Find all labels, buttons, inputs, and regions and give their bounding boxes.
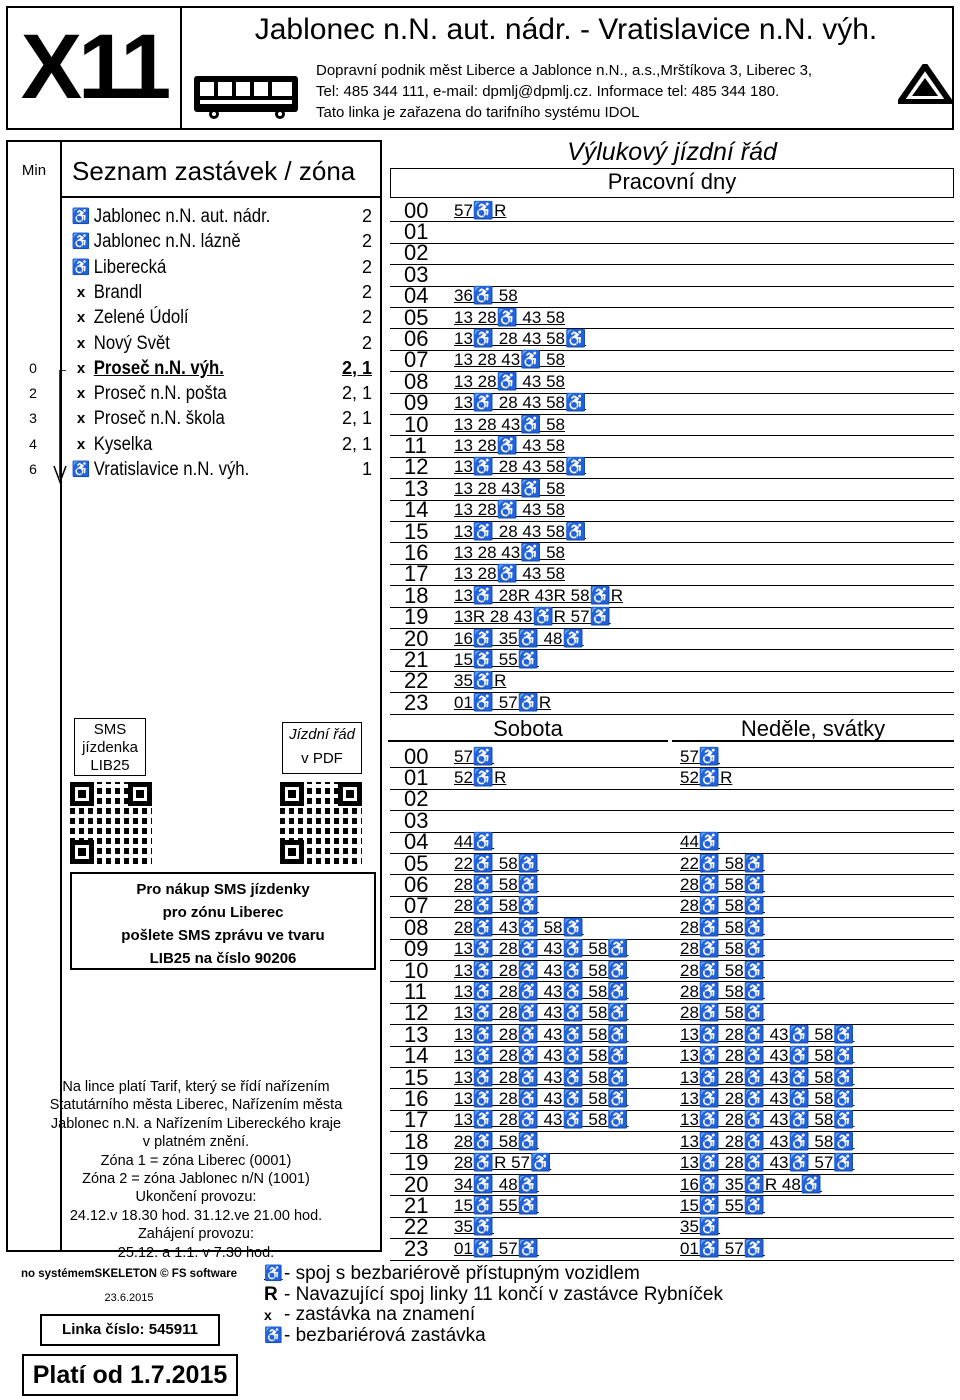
hour-label: 18 — [404, 1128, 429, 1154]
sms-info-line: LIB25 na číslo 90206 — [149, 950, 297, 967]
wheelchair-icon: ♿ — [71, 258, 91, 276]
weekend-hour-row — [390, 872, 954, 898]
sunday-minutes: 52♿R — [680, 768, 733, 788]
sunday-minutes: 28♿ 58♿ — [680, 896, 765, 916]
hour-label: 01 — [404, 219, 429, 245]
departure-minutes: 57♿R — [454, 200, 507, 220]
valid-from: Platí od 1.7.2015 — [22, 1354, 238, 1396]
stops-title-rule — [62, 196, 382, 198]
weekday-hour-row — [390, 625, 954, 651]
row-divider — [390, 714, 954, 715]
weekend-hour-row — [390, 979, 954, 1005]
stop-name: Kyselka — [93, 433, 153, 455]
departure-minutes: 13 28 43♿ 58 — [454, 478, 565, 498]
weekend-hour-row — [390, 829, 954, 855]
departure-minutes: 15♿ 55♿ — [454, 650, 539, 670]
weekday-hour-row — [390, 540, 954, 566]
stop-name: Proseč n.N. škola — [93, 408, 225, 430]
operator-line: Dopravní podnik měst Liberce a Jablonce n.N., a.s.,Mrštíkova 3, Liberec 3, — [316, 62, 813, 79]
weekday-hour-row — [390, 561, 954, 587]
sunday-minutes: 13♿ 28♿ 43♿ 58♿ — [680, 1067, 855, 1087]
stop-row — [70, 204, 376, 229]
hour-label: 00 — [404, 197, 429, 223]
weekend-hour-row — [390, 1150, 954, 1176]
hour-label: 23 — [404, 689, 429, 715]
stop-name: Proseč n.N. výh. — [93, 357, 224, 379]
hour-label: 14 — [404, 1043, 429, 1069]
saturday-minutes: 44♿ — [454, 832, 495, 852]
stop-row — [70, 406, 376, 431]
hour-label: 21 — [404, 1193, 429, 1219]
weekday-hour-row — [390, 347, 954, 373]
weekend-hour-row — [390, 1043, 954, 1069]
saturday-minutes: 28♿ 58♿ — [454, 896, 539, 916]
saturday-minutes: 52♿R — [454, 768, 507, 788]
sunday-minutes: 57♿ — [680, 746, 721, 766]
sunday-minutes: 22♿ 58♿ — [680, 853, 765, 873]
operator-line: Tato linka je zařazena do tarifního systému IDOL — [316, 104, 640, 121]
weekday-hour-row — [390, 197, 954, 223]
legend-text: - bezbariérová zastávka — [284, 1324, 486, 1346]
sms-label — [74, 718, 146, 776]
departure-minutes: 13 28♿ 43 58 — [454, 371, 565, 391]
sms-label-line: SMS — [93, 721, 127, 738]
saturday-minutes: 57♿ — [454, 746, 495, 766]
sms-qr-code[interactable] — [70, 782, 152, 864]
saturday-minutes: 13♿ 28♿ 43♿ 58♿ — [454, 1067, 629, 1087]
tariff-text — [10, 1078, 382, 1262]
stop-minutes: 3 — [29, 410, 37, 427]
hour-label: 10 — [404, 957, 429, 983]
direction-arrow-icon — [52, 370, 68, 490]
hour-label: 22 — [404, 1214, 429, 1240]
weekday-hour-row — [390, 368, 954, 394]
weekend-hour-row — [390, 1128, 954, 1154]
legend-symbol: R — [264, 1283, 278, 1305]
sunday-minutes: 16♿ 35♿R 48♿ — [680, 1174, 822, 1194]
stop-name: Vratislavice n.N. výh. — [93, 459, 250, 480]
weekend-hour-row — [390, 1107, 954, 1133]
hour-label: 10 — [404, 411, 429, 437]
weekend-hour-row — [390, 765, 954, 791]
legend-item — [264, 1285, 954, 1306]
legend — [264, 1264, 954, 1346]
hour-label: 03 — [404, 261, 429, 287]
tariff-line: Na lince platí Tarif, který se řídí nařízením — [62, 1079, 330, 1095]
stop-zone: 2, 1 — [341, 408, 372, 429]
saturday-minutes: 13♿ 28♿ 43♿ 58♿ — [454, 939, 629, 959]
saturday-minutes: 13♿ 28♿ 43♿ 58♿ — [454, 1003, 629, 1023]
dpmlj-logo-icon — [898, 64, 952, 104]
hour-label: 11 — [404, 979, 427, 1005]
weekend-hour-row — [390, 786, 954, 812]
departure-minutes: 35♿R — [454, 671, 507, 691]
sunday-minutes: 13♿ 28♿ 43♿ 58♿ — [680, 1024, 855, 1044]
pdf-label-line: v PDF — [301, 750, 343, 767]
pdf-label-line: Jízdní řád — [289, 726, 355, 743]
hour-label: 22 — [404, 668, 429, 694]
departure-minutes: 13♿ 28 43 58♿ — [454, 393, 587, 413]
stop-name: Brandl — [93, 281, 143, 303]
hour-label: 13 — [404, 1021, 429, 1047]
saturday-minutes: 15♿ 55♿ — [454, 1196, 539, 1216]
saturday-minutes: 28♿R 57♿ — [454, 1153, 552, 1173]
departure-minutes: 13 28♿ 43 58 — [454, 436, 565, 456]
hour-label: 08 — [404, 368, 429, 394]
weekday-hour-row — [390, 326, 954, 352]
hour-label: 01 — [404, 765, 429, 791]
timetable-title: Výlukový jízdní řád — [567, 138, 777, 166]
departure-minutes: 01♿ 57♿R — [454, 692, 552, 712]
wheelchair-icon: ♿ — [71, 461, 91, 478]
sms-label-line: jízdenka — [82, 739, 138, 756]
hour-label: 07 — [404, 347, 429, 373]
stop-zone: 2 — [361, 231, 372, 252]
sunday-minutes: 13♿ 28♿ 43♿ 57♿ — [680, 1153, 855, 1173]
weekday-hour-row — [390, 668, 954, 694]
sunday-minutes: 28♿ 58♿ — [680, 960, 765, 980]
hour-label: 02 — [404, 786, 429, 812]
hour-label: 17 — [404, 561, 429, 587]
departure-minutes: 13♿ 28 43 58♿ — [454, 457, 587, 477]
departure-minutes: 13 28♿ 43 58 — [454, 564, 565, 584]
stop-name: Jablonec n.N. aut. nádr. — [93, 206, 271, 227]
saturday-minutes: 13♿ 28♿ 43♿ 58♿ — [454, 1046, 629, 1066]
sunday-minutes: 28♿ 58♿ — [680, 1003, 765, 1023]
hour-label: 04 — [404, 283, 429, 309]
saturday-minutes: 01♿ 57♿ — [454, 1238, 539, 1258]
hour-label: 19 — [404, 1150, 429, 1176]
stop-name: Nový Svět — [93, 332, 170, 354]
hour-label: 14 — [404, 497, 429, 523]
hour-label: 23 — [404, 1235, 429, 1261]
hour-label: 20 — [404, 1171, 429, 1197]
weekend-hour-row — [390, 1171, 954, 1197]
sms-label-line: LIB25 — [90, 757, 130, 774]
weekday-hour-row — [390, 390, 954, 416]
departure-minutes: 13R 28 43♿R 57♿ — [454, 607, 611, 627]
request-stop-icon: x — [76, 359, 86, 377]
weekday-hour-row — [390, 411, 954, 437]
saturday-minutes: 13♿ 28♿ 43♿ 58♿ — [454, 1024, 629, 1044]
sunday-minutes: 13♿ 28♿ 43♿ 58♿ — [680, 1046, 855, 1066]
weekend-hour-row — [390, 1086, 954, 1112]
tariff-line: Jablonec n.N. a Nařízením Libereckého kraje — [50, 1115, 342, 1132]
stop-name: Zelené Údolí — [93, 307, 189, 329]
sunday-minutes: 13♿ 28♿ 43♿ 58♿ — [680, 1110, 855, 1130]
weekend-hour-row — [390, 936, 954, 962]
stop-minutes: 2 — [29, 385, 37, 402]
departure-minutes: 16♿ 35♿ 48♿ — [454, 628, 584, 648]
sunday-minutes: 13♿ 28♿ 43♿ 58♿ — [680, 1131, 855, 1151]
stop-row — [70, 255, 376, 280]
saturday-minutes: 28♿ 43♿ 58♿ — [454, 917, 584, 937]
weekend-hour-row — [390, 807, 954, 833]
departure-minutes: 13 28 43♿ 58 — [454, 543, 565, 563]
tariff-line: v platném znění. — [142, 1134, 250, 1151]
hour-label: 09 — [404, 390, 429, 416]
sunday-minutes: 28♿ 58♿ — [680, 875, 765, 895]
hour-label: 08 — [404, 914, 429, 940]
hour-label: 05 — [404, 850, 429, 876]
saturday-minutes: 13♿ 28♿ 43♿ 58♿ — [454, 1110, 629, 1130]
weekday-hour-row — [390, 518, 954, 544]
weekday-hour-row — [390, 604, 954, 630]
hour-label: 15 — [404, 518, 429, 544]
weekday-hour-row — [390, 304, 954, 330]
departure-minutes: 36♿ 58 — [454, 286, 518, 306]
min-label: Min — [21, 162, 47, 179]
stop-zone: 2 — [361, 307, 372, 328]
weekend-hour-row — [390, 1021, 954, 1047]
print-date: 23.6.2015 — [104, 1292, 154, 1304]
saturday-minutes: 13♿ 28♿ 43♿ 58♿ — [454, 1089, 629, 1109]
hour-label: 06 — [404, 326, 429, 352]
weekday-hour-row — [390, 689, 954, 715]
stop-minutes: 6 — [29, 461, 37, 477]
hour-label: 12 — [404, 1000, 429, 1026]
saturday-title: Sobota — [388, 716, 668, 742]
weekend-hour-row — [390, 1214, 954, 1240]
hour-label: 06 — [404, 872, 429, 898]
hour-label: 16 — [404, 1086, 429, 1112]
weekday-hour-row — [390, 240, 954, 266]
tariff-line: Statutárního města Liberec, Nařízením města — [49, 1097, 343, 1114]
departure-minutes: 13 28♿ 43 58 — [454, 500, 565, 520]
sms-info-line: Pro nákup SMS jízdenky — [136, 881, 310, 898]
weekend-hour-row — [390, 914, 954, 940]
stop-name: Proseč n.N. pošta — [93, 383, 227, 405]
operator-line: Tel: 485 344 111, e-mail: dpmlj@dpmlj.cz. Informace tel: 485 344 180. — [316, 83, 780, 100]
saturday-minutes: 22♿ 58♿ — [454, 853, 539, 873]
hour-label: 02 — [404, 240, 429, 266]
stop-zone: 2 — [361, 256, 372, 277]
departure-minutes: 13 28♿ 43 58 — [454, 307, 565, 327]
saturday-minutes: 13♿ 28♿ 43♿ 58♿ — [454, 960, 629, 980]
departure-minutes: 13♿ 28 43 58♿ — [454, 521, 587, 541]
tariff-line: Zóna 1 = zóna Liberec (0001) — [100, 1152, 292, 1169]
sunday-minutes: 15♿ 55♿ — [680, 1196, 765, 1216]
saturday-minutes: 35♿ — [454, 1217, 495, 1237]
weekday-hour-row — [390, 454, 954, 480]
stops-title: Seznam zastávek / zóna — [72, 156, 356, 186]
sunday-minutes: 01♿ 57♿ — [680, 1238, 765, 1258]
stop-row — [70, 305, 376, 330]
stop-row — [70, 457, 376, 482]
legend-text: - spoj s bezbariérově přístupným vozidlem — [284, 1263, 640, 1284]
stop-minutes: 4 — [29, 435, 37, 452]
hour-label: 05 — [404, 304, 429, 330]
hour-label: 21 — [404, 647, 429, 673]
weekday-hour-row — [390, 433, 954, 459]
stop-row — [70, 356, 376, 381]
hour-label: 11 — [404, 433, 427, 459]
legend-item — [264, 1326, 954, 1347]
stop-zone: 2, 1 — [341, 433, 372, 454]
pdf-qr-code[interactable] — [280, 782, 362, 864]
pdf-label — [282, 722, 362, 774]
legend-symbol: ♿ — [264, 1265, 283, 1282]
request-stop-icon: x — [76, 435, 86, 453]
hour-label: 07 — [404, 893, 429, 919]
sms-info-line: pošlete SMS zprávu ve tvaru — [121, 927, 325, 944]
hour-label: 18 — [404, 582, 429, 608]
legend-item — [264, 1264, 954, 1285]
hour-label: 16 — [404, 540, 429, 566]
sunday-minutes: 28♿ 58♿ — [680, 982, 765, 1002]
weekend-hour-row — [390, 1193, 954, 1219]
hour-label: 15 — [404, 1064, 429, 1090]
request-stop-icon: x — [76, 283, 86, 301]
route-title: Jablonec n.N. aut. nádr. - Vratislavice n.N. výh. — [254, 13, 878, 46]
weekend-hour-row — [390, 1064, 954, 1090]
hour-label: 00 — [404, 743, 429, 769]
request-stop-icon: x — [76, 410, 86, 428]
stop-zone: 2, 1 — [341, 383, 372, 404]
line-number: X11 — [20, 16, 168, 118]
saturday-minutes: 13♿ 28♿ 43♿ 58♿ — [454, 982, 629, 1002]
weekday-hour-row — [390, 647, 954, 673]
legend-symbol: x — [264, 1307, 272, 1323]
weekend-hour-row — [390, 1000, 954, 1026]
tariff-line: Ukončení provozu: — [135, 1189, 257, 1206]
sms-info-box — [70, 872, 376, 970]
sunday-minutes: 35♿ — [680, 1217, 721, 1237]
departure-minutes: 13♿ 28 43 58♿ — [454, 329, 587, 349]
hour-label: 13 — [404, 475, 429, 501]
weekday-hour-row — [390, 219, 954, 245]
tariff-line: 25.12. a 1.1. v 7.30 hod. — [117, 1244, 275, 1261]
bus-icon — [192, 72, 302, 120]
row-divider — [390, 1260, 954, 1261]
sunday-minutes: 13♿ 28♿ 43♿ 58♿ — [680, 1089, 855, 1109]
hour-label: 09 — [404, 936, 429, 962]
software-credit: no systémemSKELETON © FS software — [21, 1268, 237, 1280]
hour-label: 20 — [404, 625, 429, 651]
wheelchair-icon: ♿ — [71, 208, 91, 225]
weekend-hour-row — [390, 1235, 954, 1261]
tariff-line: Zóna 2 = zóna Jablonec n/N (1001) — [82, 1171, 310, 1188]
legend-symbol: ♿ — [264, 1326, 283, 1344]
hour-label: 04 — [404, 829, 429, 855]
tariff-line: Zahájení provozu: — [137, 1226, 255, 1243]
stop-minutes: 0 — [29, 359, 37, 376]
weekend-hour-row — [390, 743, 954, 769]
stop-row — [70, 229, 376, 254]
sunday-title: Neděle, svátky — [672, 716, 954, 742]
hour-label: 03 — [404, 807, 429, 833]
departure-minutes: 13 28 43♿ 58 — [454, 350, 565, 370]
stop-row — [70, 331, 376, 356]
stop-row — [70, 432, 376, 457]
line-number-code: Linka číslo: 545911 — [40, 1314, 220, 1346]
weekend-hour-row — [390, 850, 954, 876]
operator-info — [316, 60, 896, 123]
weekend-hour-row — [390, 957, 954, 983]
saturday-minutes: 34♿ 48♿ — [454, 1174, 539, 1194]
weekday-hour-row — [390, 261, 954, 287]
request-stop-icon: x — [76, 334, 86, 352]
departure-minutes: 13♿ 28R 43R 58♿R — [454, 585, 623, 605]
weekday-hour-row — [390, 475, 954, 501]
legend-item — [264, 1305, 954, 1326]
legend-text: - zastávka na znamení — [284, 1304, 476, 1325]
sms-info-line: pro zónu Liberec — [162, 904, 284, 921]
weekday-hour-row — [390, 497, 954, 523]
stop-zone: 1 — [361, 459, 372, 479]
legend-text: - Navazující spoj linky 11 končí v zastávce Rybníček — [284, 1283, 723, 1305]
departure-minutes: 13 28 43♿ 58 — [454, 414, 565, 434]
weekend-hour-row — [390, 893, 954, 919]
sunday-minutes: 44♿ — [680, 832, 721, 852]
saturday-minutes: 28♿ 58♿ — [454, 875, 539, 895]
request-stop-icon: x — [76, 385, 86, 403]
stop-zone: 2 — [361, 206, 372, 226]
stop-zone: 2, 1 — [341, 357, 372, 378]
stop-row — [70, 280, 376, 305]
wheelchair-icon: ♿ — [71, 233, 91, 251]
hour-label: 19 — [404, 604, 429, 630]
sunday-minutes: 28♿ 58♿ — [680, 917, 765, 937]
sunday-minutes: 28♿ 58♿ — [680, 939, 765, 959]
weekday-hour-row — [390, 582, 954, 608]
stop-zone: 2 — [361, 281, 372, 302]
saturday-minutes: 28♿ 58♿ — [454, 1131, 539, 1151]
tariff-line: 24.12.v 18.30 hod. 31.12.ve 21.00 hod. — [69, 1207, 323, 1224]
weekday-title: Pracovní dny — [390, 168, 954, 198]
stop-zone: 2 — [361, 332, 372, 353]
stop-name: Liberecká — [93, 256, 167, 278]
stop-row — [70, 381, 376, 406]
hour-label: 17 — [404, 1107, 429, 1133]
stop-name: Jablonec n.N. lázně — [93, 231, 241, 253]
hour-label: 12 — [404, 454, 429, 480]
request-stop-icon: x — [76, 309, 86, 327]
weekday-hour-row — [390, 283, 954, 309]
